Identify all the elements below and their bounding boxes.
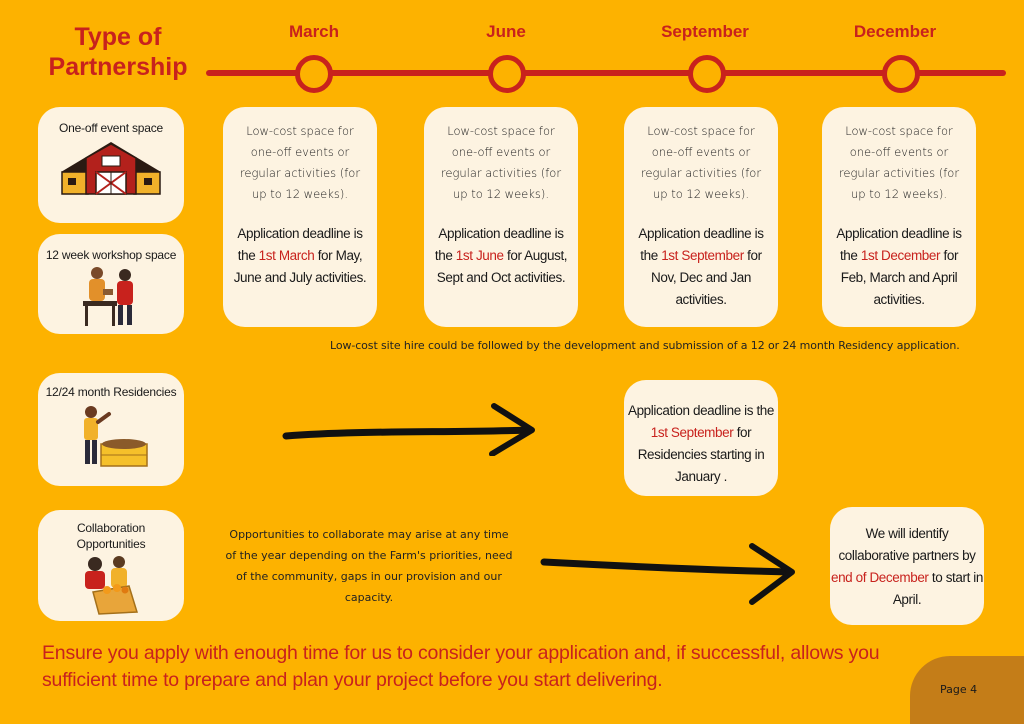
- type-label: 12/24 month Residencies: [45, 385, 177, 399]
- deadline-prefix: Application deadline is the: [434, 226, 564, 263]
- card-deadline: [434, 223, 568, 289]
- type-card-one-off: [38, 107, 184, 223]
- deadline-date: 1st March: [258, 248, 315, 263]
- residency-icon: [71, 400, 151, 472]
- month-card-june: [424, 107, 578, 327]
- card-description: Low-cost space for one-off events or regular activities (for up to 12 weeks).: [239, 124, 361, 201]
- card-deadline: [832, 223, 966, 311]
- type-label: One-off event space: [58, 121, 164, 135]
- deadline-date: 1st June: [455, 248, 504, 263]
- page-number: Page 4: [940, 683, 978, 696]
- month-label-september: September: [661, 22, 749, 41]
- collaboration-icon: [71, 552, 151, 616]
- arrow-icon: [540, 540, 800, 610]
- deadline-date: 1st December: [860, 248, 941, 263]
- card-deadline: [830, 523, 984, 611]
- timeline-node-december: [882, 55, 920, 93]
- type-card-residency: [38, 373, 184, 486]
- type-card-workshop: [38, 234, 184, 334]
- card-description: Low-cost space for one-off events or regular activities (for up to 12 weeks).: [640, 124, 762, 201]
- deadline-suffix: to start in April.: [892, 570, 984, 607]
- deadline-suffix: for August, Sept and Oct activities.: [436, 248, 568, 285]
- timeline-node-september: [688, 55, 726, 93]
- deadline-date: end of December: [830, 570, 929, 585]
- timeline-node-june: [488, 55, 526, 93]
- site-hire-note: Low-cost site hire could be followed by the development and submission of a 12 or 24 month Residency application.: [330, 339, 960, 352]
- page-title: [38, 22, 198, 82]
- month-label-december: December: [853, 22, 937, 41]
- card-deadline: [233, 223, 367, 289]
- workshop-icon: [71, 263, 151, 327]
- deadline-suffix: for Residencies starting in January .: [637, 425, 765, 484]
- timeline-node-march: [295, 55, 333, 93]
- month-label-march: March: [288, 22, 340, 41]
- month-label-june: June: [486, 22, 526, 41]
- card-description: Low-cost space for one-off events or regular activities (for up to 12 weeks).: [440, 124, 562, 201]
- card-description: Low-cost space for one-off events or regular activities (for up to 12 weeks).: [838, 124, 960, 201]
- deadline-date: 1st September: [650, 425, 734, 440]
- type-label: Collaboration Opportunities: [76, 521, 146, 551]
- card-deadline: [634, 223, 768, 311]
- arrow-icon: [282, 400, 542, 456]
- collaboration-deadline-card: [830, 507, 984, 625]
- month-card-march: [223, 107, 377, 327]
- deadline-prefix: Application deadline is the: [237, 226, 363, 263]
- barn-icon: [56, 136, 166, 198]
- residency-deadline-card: [624, 380, 778, 496]
- deadline-prefix: Application deadline is the: [627, 403, 775, 418]
- deadline-prefix: Application deadline is the: [638, 226, 764, 263]
- type-label: 12 week workshop space: [45, 248, 177, 262]
- month-card-december: [822, 107, 976, 327]
- card-deadline: [624, 400, 778, 488]
- month-card-september: [624, 107, 778, 327]
- title-line-1: Type of: [74, 23, 162, 51]
- type-card-collaboration: [38, 510, 184, 621]
- title-line-2: Partnership: [48, 53, 188, 81]
- footer-note: Ensure you apply with enough time for us to consider your application and, if successful, allows you sufficient time to prepare and plan your project before you start delivering.: [42, 642, 880, 691]
- deadline-suffix: for Nov, Dec and Jan activities.: [651, 248, 762, 307]
- deadline-prefix: We will identify collaborative partners by: [838, 526, 976, 563]
- deadline-date: 1st September: [661, 248, 744, 263]
- deadline-suffix: for Feb, March and April activities.: [840, 248, 959, 307]
- collaboration-text: Opportunities to collaborate may arise at any time of the year depending on the Farm's priorities, need of the community, gaps in our provision and our capacity.: [225, 528, 513, 604]
- deadline-prefix: Application deadline is the: [836, 226, 962, 263]
- deadline-suffix: for May, June and July activities.: [233, 248, 367, 285]
